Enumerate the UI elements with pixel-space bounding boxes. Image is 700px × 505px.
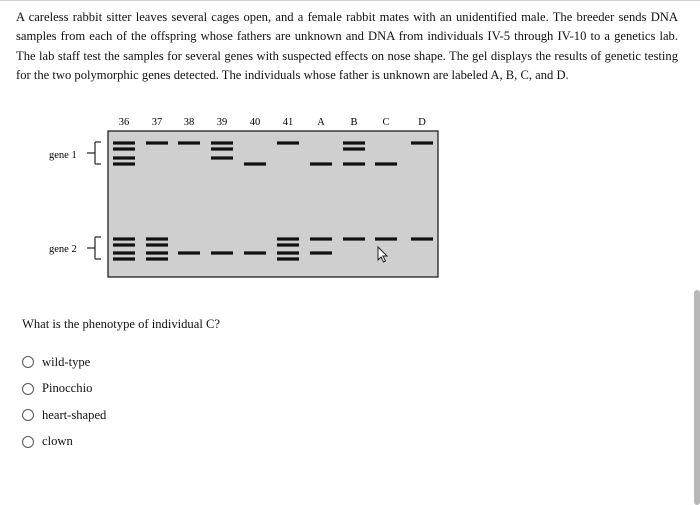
question-prompt: What is the phenotype of individual C? [22,317,220,331]
option-clown[interactable] [22,429,106,456]
gene1-band [211,156,233,159]
gene2-band [277,237,299,240]
option-label: wild-type [42,354,91,369]
gene2-band [244,251,266,254]
option-label: clown [42,434,73,449]
gene2-band [375,237,397,240]
lane-label: B [350,117,358,128]
gel-bands [113,141,433,260]
gene1-band [343,141,365,144]
gene2-band [310,237,332,240]
radio-button-icon[interactable] [22,356,34,368]
lane-labels [119,117,426,128]
gene1-band [375,162,397,165]
gene2-band [146,257,168,260]
lane-label: C [382,117,390,128]
top-divider [0,0,700,1]
gene1-band [343,162,365,165]
lane-label: 36 [118,117,130,128]
gene1-band [211,141,233,144]
gene-1-label: gene 1 [49,150,77,161]
option-label: heart-shaped [42,407,107,422]
option-wild-type[interactable] [22,349,106,376]
lane-label: 38 [183,117,195,128]
gene2-band [113,237,135,240]
gel-background [108,131,438,277]
answer-options [22,349,106,455]
lane-label: 41 [282,117,294,128]
gene2-band [211,251,233,254]
question-passage: A careless rabbit sitter leaves several cages open, and a female rabbit mates with an unidentified male. The breeder sends DNA samples from each of the offspring whose fathers are unknown and DNA from individuals IV-5 through IV-10 to a genetics lab. The lab staff test the samples for several genes with suspected effects on nose shape. The gel displays the results of genetic testing for the two polymorphic genes detected. The individuals whose father is unknown are labeled A, B, C, and D. [16,10,678,83]
option-heart-shaped[interactable] [22,402,106,429]
gene2-band [343,237,365,240]
gene1-band [343,147,365,150]
radio-button-icon[interactable] [22,383,34,395]
gene2-band [310,251,332,254]
gene2-band [277,243,299,246]
gene1-band [113,162,135,165]
mouse-pointer-icon [378,247,387,262]
gene-1-bracket-icon [87,142,101,164]
lane-label: A [317,117,325,128]
gene2-band [113,251,135,254]
lane-label: 40 [249,117,261,128]
gene-2-label: gene 2 [49,244,77,255]
gene1-band [113,141,135,144]
gene1-band [146,141,168,144]
gene1-band [411,141,433,144]
option-label: Pinocchio [42,381,93,396]
lane-label: 37 [151,117,163,128]
gene1-band [244,162,266,165]
gene2-band [277,251,299,254]
gene2-band [113,243,135,246]
gene1-band [211,147,233,150]
gene2-band [277,257,299,260]
scrollbar[interactable] [694,290,700,505]
gene2-band [146,237,168,240]
gene1-band [113,156,135,159]
gene1-band [277,141,299,144]
gene1-band [113,147,135,150]
gene1-band [178,141,200,144]
gene2-band [178,251,200,254]
radio-button-icon[interactable] [22,436,34,448]
option-pinocchio[interactable] [22,376,106,403]
gene2-band [113,257,135,260]
lane-label: 39 [216,117,228,128]
gene2-band [411,237,433,240]
gene2-band [146,243,168,246]
radio-button-icon[interactable] [22,409,34,421]
gene2-band [146,251,168,254]
gene-2-bracket-icon [87,237,101,259]
lane-label: D [418,117,426,128]
gene1-band [310,162,332,165]
